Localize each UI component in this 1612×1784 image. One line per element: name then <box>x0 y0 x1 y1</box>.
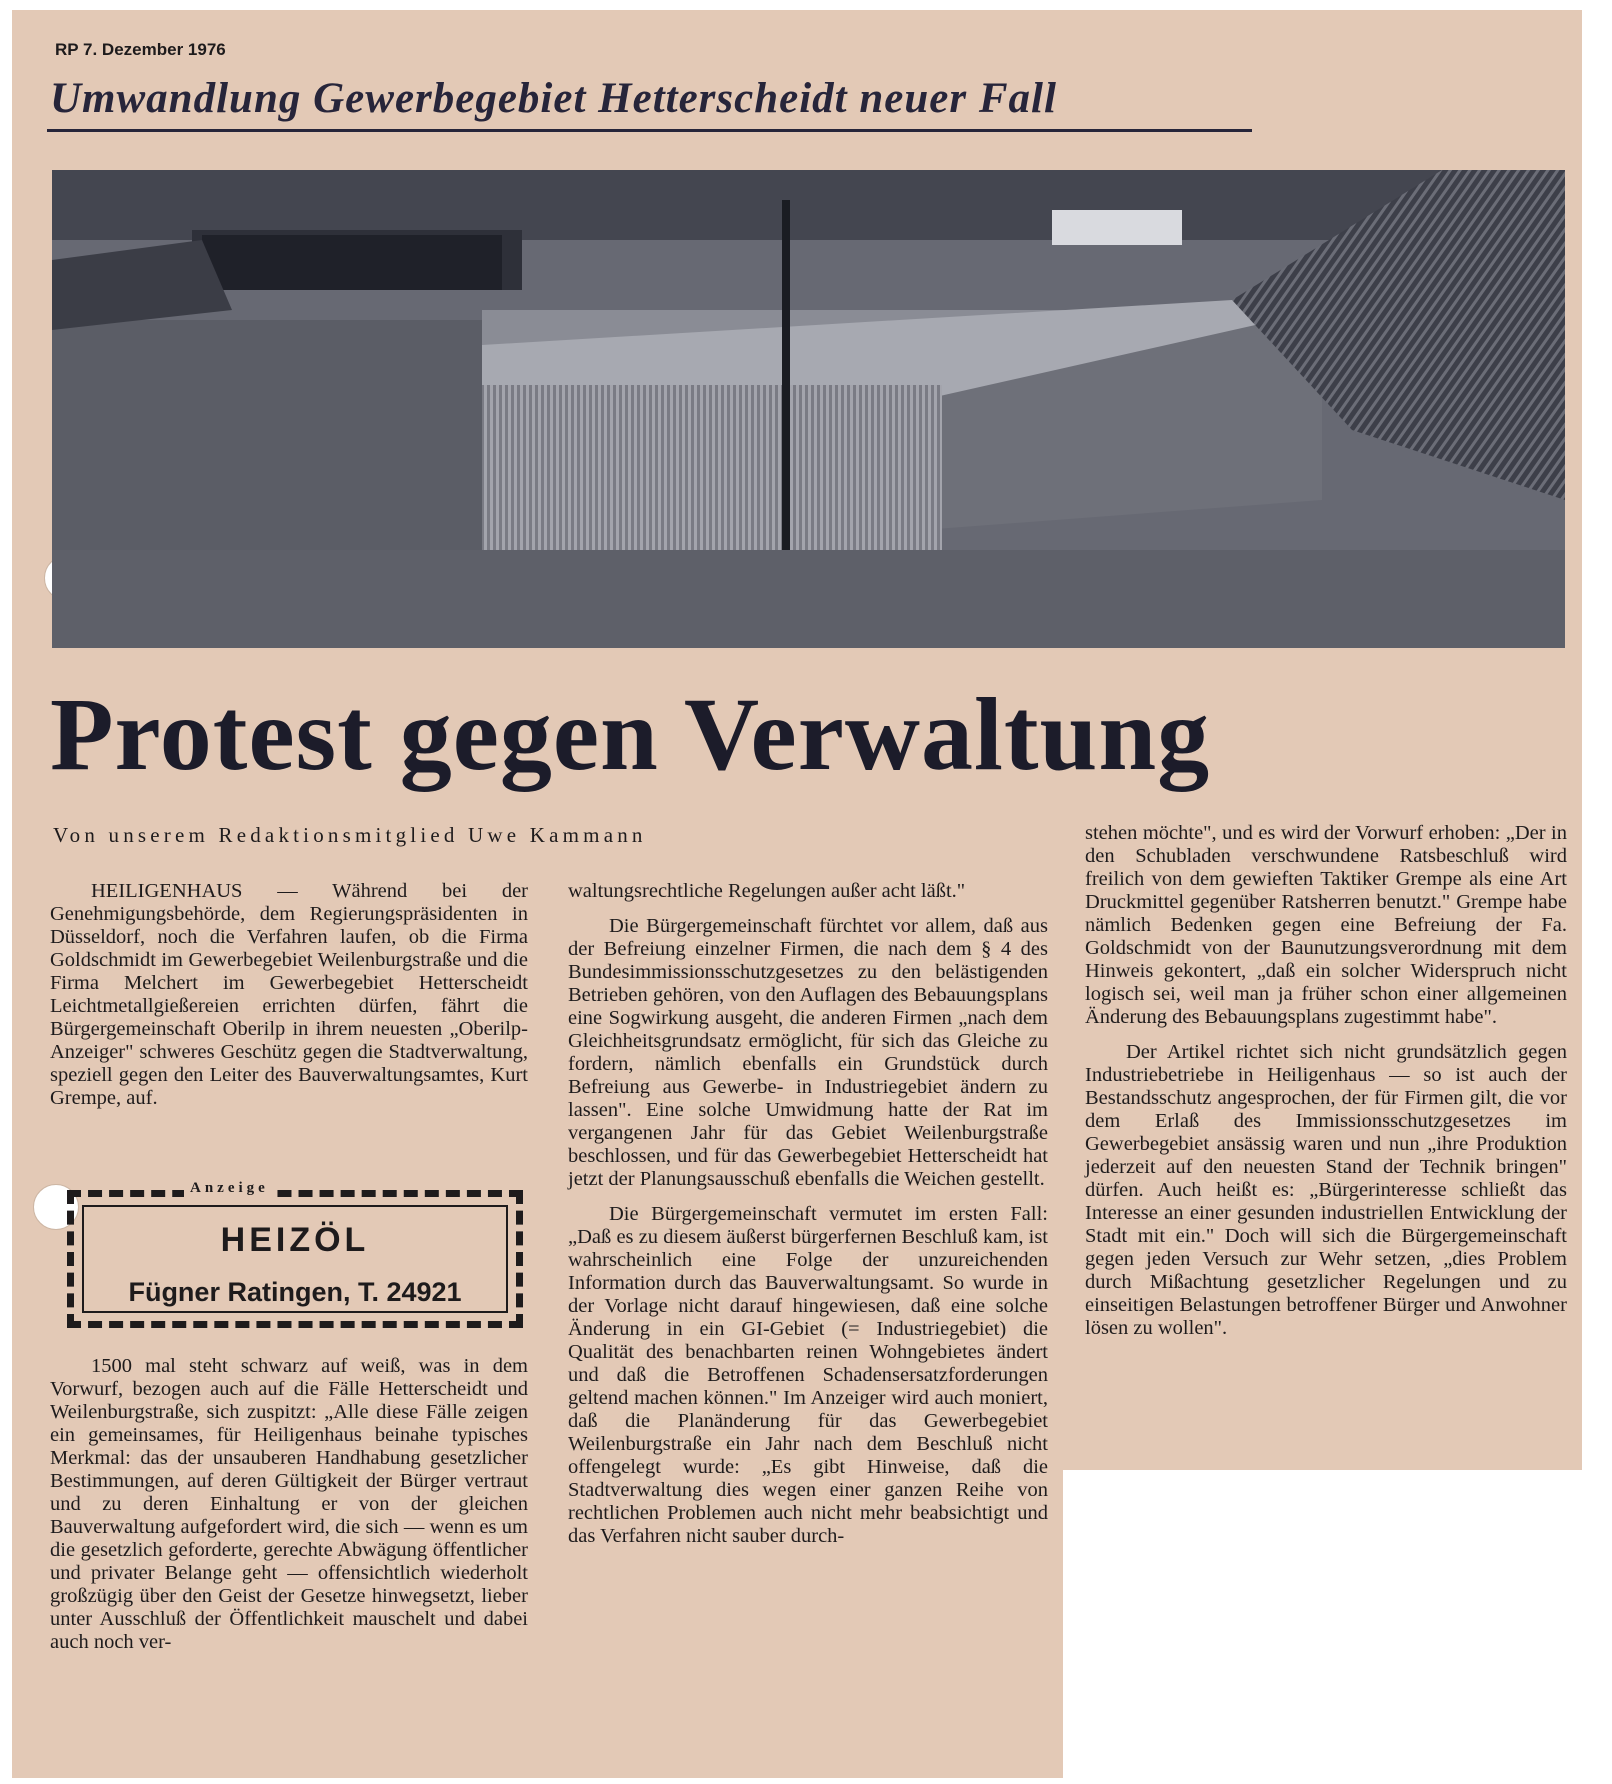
paragraph: stehen möchte", und es wird der Vorwurf erhoben: „Der in den Schubladen verschwundene Ratsbeschluß wird freilich von dem gewieften Taktiker Grempe als eine Art Druckmittel gegenüber Ratsherren benutzt." Grempe habe nämlich Bedenken gegen eine Befreiung der Fa. Goldschmidt von der Baunutzungsverordnung mit dem Hinweis gekontert, „daß ein solcher Widerspruch nicht logisch sei, weil man ja früher schon einer allgemeinen Änderung des Bebauungsplans zugestimmt habe". <box>1085 822 1567 1028</box>
article-column-1-bottom <box>50 1355 528 1654</box>
article-column-3 <box>1085 822 1567 1340</box>
article-column-2 <box>568 880 1048 1548</box>
ad-box <box>67 1180 523 1328</box>
ad-label: Anzeige <box>184 1180 275 1197</box>
headline: Protest gegen Verwaltung <box>50 677 1211 792</box>
ad-title: HEIZÖL <box>220 1221 370 1259</box>
byline: Von unserem Redaktionsmitglied Uwe Kammann <box>53 823 647 847</box>
paragraph: Die Bürgergemeinschaft vermutet im ersten Fall: „Daß es zu diesem äußerst bürgerfernen Beschluß kam, ist wahrscheinlich eine Folge der unzureichenden Information durch das Bauverwaltungsamt. So wurde in der Vorlage nicht darauf hingewiesen, daß eine solche Änderung in ein GI-Gebiet (= Industriegebiet) die Qualität des benachbarten reinen Wohngebietes ändert und daß die Betroffenen Schadensersatzforderungen geltend machen können." Im Anzeiger wird auch moniert, daß die Planänderung für das Gewerbegebiet Weilenburgstraße ein Jahr nach dem Beschluß nicht offengelegt wurde: „Es gibt Hinweise, daß die Stadtverwaltung dies wegen einer ganzen Reihe von rechtlichen Problemen auch nicht mehr beabsichtigt und das Verfahren nicht sauber durch- <box>568 1203 1048 1547</box>
paragraph: HEILIGENHAUS — Während bei der Genehmigungsbehörde, dem Regierungspräsidenten in Düsseldorf, noch die Verfahren laufen, ob die Firma Goldschmidt im Gewerbegebiet Weilenburgstraße und die Firma Melchert im Gewerbegebiet Hetterscheidt Leichtmetallgießereien errichten dürfen, fährt die Bürgergemeinschaft Oberilp in ihrem neuesten „Oberilp-Anzeiger" schweres Geschütz gegen die Stadtverwaltung, speziell gegen den Leiter des Bauverwaltungsamtes, Kurt Grempe, auf. <box>50 880 528 1109</box>
dateline: RP 7. Dezember 1976 <box>55 40 226 59</box>
paragraph: Der Artikel richtet sich nicht grundsätzlich gegen Industriebetriebe in Heiligenhaus — so ist auch der Bestandsschutz angesprochen, der für Firmen gilt, die vor dem Erlaß des Immissionsschutzgesetzes im Gewerbegebiet ansässig waren und nun „ihre Produktion jederzeit auf den neuesten Stand der Technik bringen" dürfen. Auch heißt es: „Bürgerinteresse schließt das Interesse an einer gesunden industriellen Entwicklung der Stadt mit ein." Doch will sich die Bürgergemeinschaft gegen jeden Versuch zur Wehr setzen, „dies Problem durch Mißachtung gesetzlicher Regelungen und zu einseitigen Belastungen betroffener Bürger und Anwohner lösen zu wollen". <box>1085 1041 1567 1339</box>
ad-contact: Fügner Ratingen, T. 24921 <box>128 1277 462 1307</box>
article-column-1-top <box>50 880 528 1110</box>
scan-background <box>1063 1470 1612 1784</box>
article-photo <box>52 170 1565 648</box>
kicker-headline: Umwandlung Gewerbegebiet Hetterscheidt neuer Fall <box>50 75 1057 122</box>
paragraph: Die Bürgergemeinschaft fürchtet vor allem, daß aus der Befreiung einzelner Firmen, die nach dem § 4 des Bundesimmissionsschutzgesetzes zu den belästigenden Betrieben gehören, von den Auflagen des Bebauungsplans eine Sogwirkung ausgeht, die anderen Firmen „nach dem Gleichheitsgrundsatz ermöglicht, für sich das Gleiche zu fordern, nämlich ebenfalls ein Grundstück durch Befreiung aus Gewerbe- in Industriegebiet ändern zu lassen". Eine solche Umwidmung hatte der Rat im vergangenen Jahr für das Gebiet Weilenburgstraße beschlossen, und für das Gewerbegebiet Hetterscheidt hat jetzt der Planungsausschuß ebenfalls die Weichen gestellt. <box>568 915 1048 1190</box>
ad-inner-frame <box>82 1205 508 1313</box>
paragraph: waltungsrechtliche Regelungen außer acht läßt." <box>568 880 966 902</box>
kicker-rule <box>47 129 1252 132</box>
paragraph: 1500 mal steht schwarz auf weiß, was in dem Vorwurf, bezogen auch auf die Fälle Hetterscheidt und Weilenburgstraße, sich zuspitzt: „Alle diese Fälle zeigen ein gemeinsames, für Heiligenhaus beinahe typisches Merkmal: das der unsauberen Handhabung gesetzlicher Bestimmungen, auf deren Gültigkeit der Bürger vertraut und zu deren Einhaltung er von der gleichen Bauverwaltung aufgefordert wird, die sich — wenn es um die gesetzlich geforderte, gerechte Abwägung öffentlicher und privater Belange geht — offensichtlich wiederholt großzügig über den Geist der Gesetze hinwegsetzt, lieber unter Ausschluß der Öffentlichkeit mauschelt und dabei auch noch ver- <box>50 1355 528 1653</box>
